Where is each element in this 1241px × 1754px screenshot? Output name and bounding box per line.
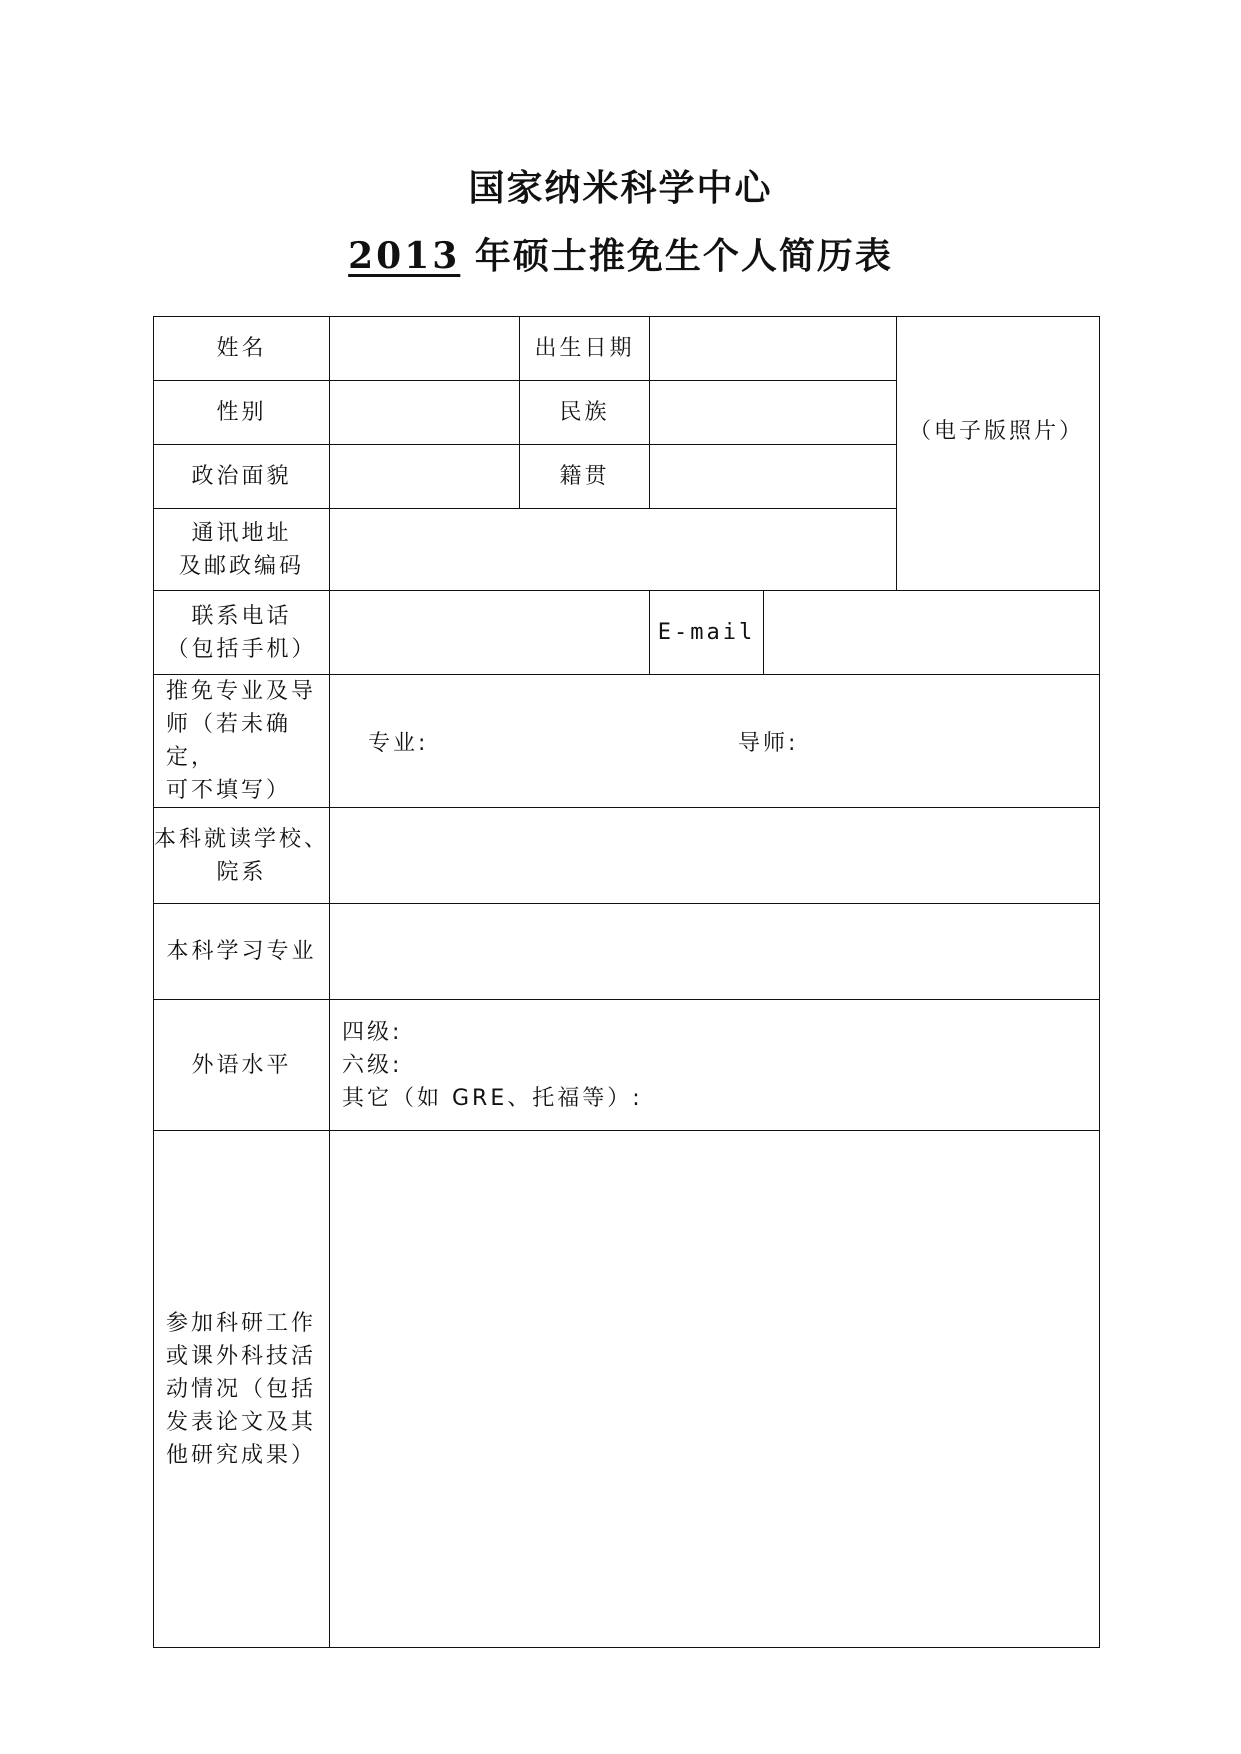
phone-label-line2: （包括手机） bbox=[166, 636, 317, 662]
research-label-line2: 或课外科技活 bbox=[166, 1343, 317, 1369]
phone-label-line1: 联系电话 bbox=[191, 603, 292, 629]
row-intended-major bbox=[154, 675, 1100, 808]
advisor-field[interactable]: 导师: bbox=[738, 730, 799, 756]
photo-label: （电子版照片） bbox=[909, 419, 1085, 444]
cet6-field[interactable]: 六级: bbox=[342, 1052, 403, 1078]
row-phone bbox=[154, 591, 1100, 675]
cet4-field[interactable]: 四级: bbox=[342, 1019, 403, 1045]
intended-major-label-line3: 可不填写） bbox=[166, 778, 292, 803]
research-label bbox=[154, 1131, 330, 1648]
address-label-line1: 通讯地址 bbox=[191, 520, 292, 546]
ethnicity-label: 民族 bbox=[520, 381, 650, 445]
intended-major-label bbox=[154, 675, 330, 808]
form-year: 2013 bbox=[348, 235, 461, 277]
form-subtitle-text: 年硕士推免生个人简历表 bbox=[460, 235, 893, 277]
row-research bbox=[154, 1131, 1100, 1648]
politics-label: 政治面貌 bbox=[154, 445, 330, 509]
intended-major-cell bbox=[330, 675, 1100, 808]
row-undergrad-major bbox=[154, 904, 1100, 1000]
email-label: E-mail bbox=[650, 591, 764, 675]
undergrad-major-field[interactable] bbox=[330, 904, 1100, 1000]
ethnicity-field[interactable] bbox=[650, 381, 897, 445]
form-title: 国家纳米科学中心 bbox=[468, 167, 773, 209]
name-field[interactable] bbox=[330, 317, 520, 381]
photo-area[interactable] bbox=[897, 317, 1100, 591]
intended-major-label-line1: 推免专业及导 bbox=[166, 679, 317, 704]
gender-label: 性别 bbox=[154, 381, 330, 445]
language-label: 外语水平 bbox=[154, 1000, 330, 1131]
undergrad-school-label-line2: 院系 bbox=[216, 859, 267, 885]
address-field[interactable] bbox=[330, 509, 897, 591]
research-label-line1: 参加科研工作 bbox=[166, 1310, 317, 1336]
research-label-line3: 动情况（包括 bbox=[166, 1376, 317, 1402]
research-label-line5: 他研究成果） bbox=[166, 1442, 317, 1468]
undergrad-school-label bbox=[154, 808, 330, 904]
birth-date-label: 出生日期 bbox=[520, 317, 650, 381]
form-subtitle bbox=[0, 228, 1241, 279]
phone-label bbox=[154, 591, 330, 675]
address-label-line2: 及邮政编码 bbox=[178, 553, 304, 579]
research-field[interactable] bbox=[330, 1131, 1100, 1648]
undergrad-major-label: 本科学习专业 bbox=[154, 904, 330, 1000]
birth-date-field[interactable] bbox=[650, 317, 897, 381]
undergrad-school-label-line1: 本科就读学校、 bbox=[154, 826, 330, 852]
resume-form-table bbox=[153, 316, 1100, 1648]
phone-field[interactable] bbox=[330, 591, 650, 675]
politics-field[interactable] bbox=[330, 445, 520, 509]
other-language-field[interactable]: 其它（如 GRE、托福等）: bbox=[342, 1085, 643, 1111]
row-language bbox=[154, 1000, 1100, 1131]
research-label-line4: 发表论文及其 bbox=[166, 1409, 317, 1435]
gender-field[interactable] bbox=[330, 381, 520, 445]
language-cell bbox=[330, 1000, 1100, 1131]
intended-major-label-line2: 师（若未确定， bbox=[166, 712, 292, 770]
address-label bbox=[154, 509, 330, 591]
row-undergrad-school bbox=[154, 808, 1100, 904]
name-label: 姓名 bbox=[154, 317, 330, 381]
email-field[interactable] bbox=[764, 591, 1100, 675]
row-name bbox=[154, 317, 1100, 381]
undergrad-school-field[interactable] bbox=[330, 808, 1100, 904]
major-field[interactable]: 专业: bbox=[368, 730, 429, 756]
hometown-field[interactable] bbox=[650, 445, 897, 509]
hometown-label: 籍贯 bbox=[520, 445, 650, 509]
